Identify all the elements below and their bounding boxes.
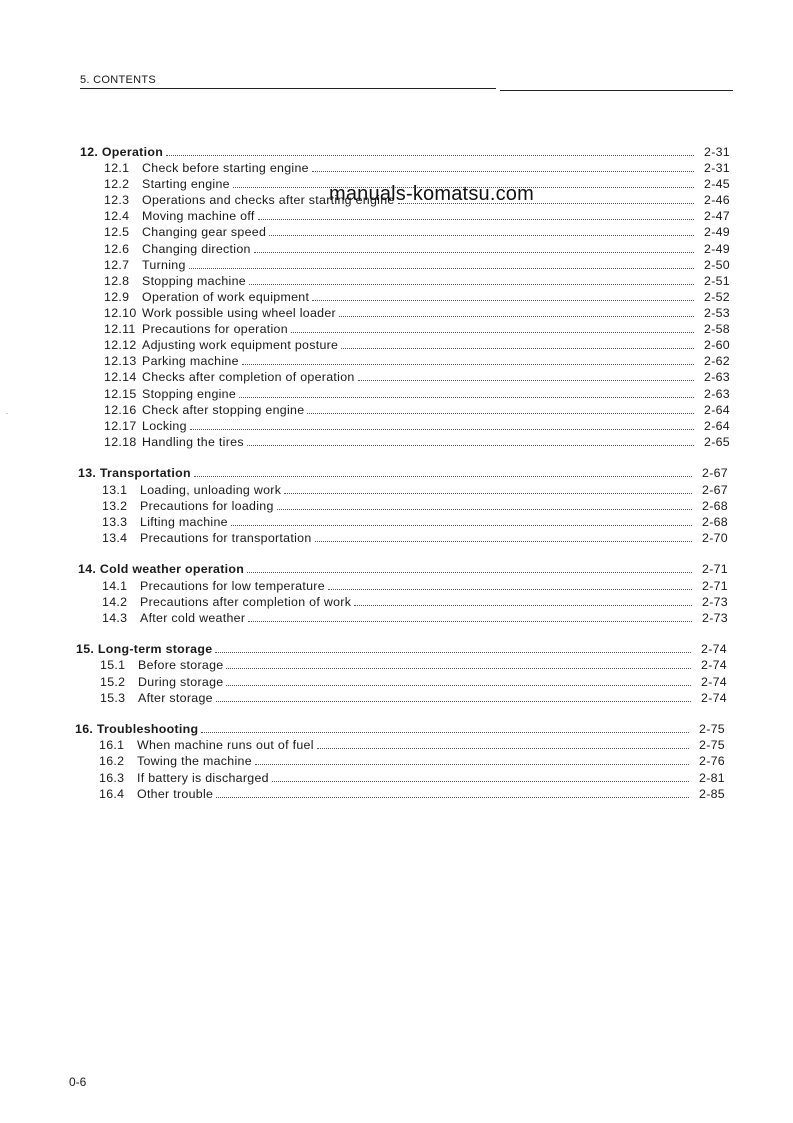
toc-page-number: 2-46 [704,193,730,207]
toc-entry-number: 16.3 [99,771,125,785]
toc-section-row [75,722,725,738]
dot-leader [272,772,689,782]
toc-entry-row [99,738,725,754]
header-title: 5. CONTENTS [80,74,157,86]
dot-leader [194,467,692,477]
toc-entry-row [104,242,730,258]
toc-page-number: 2-60 [704,338,730,352]
dot-leader [216,788,689,798]
dot-leader [328,580,692,590]
toc-entry-row [104,387,730,403]
toc-entry-title: Stopping engine [142,387,237,401]
toc-page-number: 2-64 [704,403,730,417]
toc-entry-row [104,435,730,451]
toc-page-number: 2-67 [702,483,728,497]
toc-entry-number: 16.4 [99,787,125,801]
toc-entry-number: 16.1 [99,738,125,752]
toc-entry-row [104,290,730,306]
toc-page-number: 2-53 [704,306,730,320]
watermark: manuals-komatsu.com [329,183,534,205]
toc-entry-number: 12.12 [104,338,137,352]
toc-entry-row [102,595,728,611]
toc-entry-number: 12.7 [104,258,130,272]
toc-entry-number: 13.4 [102,531,128,545]
toc-entry-title: Before storage [138,658,224,672]
toc-entry-number: 12.9 [104,290,130,304]
dot-leader [226,659,691,669]
toc-entry-title: Stopping machine [142,274,246,288]
toc-page-number: 2-58 [704,322,730,336]
toc-entry-row [104,306,730,322]
toc-page-number: 2-63 [704,387,730,401]
toc-entry-row [104,338,730,354]
toc-entry-number: 12.15 [104,387,137,401]
toc-entry-row [104,370,730,386]
toc-page-number: 2-51 [704,274,730,288]
dot-leader [249,275,694,285]
toc-entry-row [99,787,725,803]
toc-entry-number: 12.17 [104,419,137,433]
toc-entry-number: 12.18 [104,435,137,449]
toc-page-number: 2-50 [704,258,730,272]
dot-leader [277,500,692,510]
toc-entry-title: Precautions for operation [142,322,288,336]
toc-entry-title: Lifting machine [140,515,228,529]
dot-leader [291,323,694,333]
toc-section-title: 12. Operation [80,145,164,159]
toc-page-number: 2-49 [704,242,730,256]
toc-entry-title: Changing gear speed [142,225,267,239]
dot-leader [312,162,694,172]
toc-entry-title: Parking machine [142,354,239,368]
toc-entry-number: 12.1 [104,161,130,175]
toc-entry-title: Loading, unloading work [140,483,282,497]
dot-leader [354,596,692,606]
toc-entry-number: 12.10 [104,306,137,320]
toc-section-title: 16. Troubleshooting [75,722,199,736]
toc-entry-title: After cold weather [140,611,246,625]
toc-entry-title: Precautions after completion of work [140,595,352,609]
toc-section-row [78,562,728,578]
toc-entry-title: Precautions for transportation [140,531,312,545]
dot-leader [341,339,694,349]
toc-entry-row [100,658,727,674]
toc-page-number: 2-68 [702,515,728,529]
dot-leader [247,563,692,573]
toc-entry-title: Work possible using wheel loader [142,306,336,320]
toc-page-number: 2-52 [704,290,730,304]
toc-entry-title: Towing the machine [137,754,252,768]
toc-page-number: 2-85 [699,787,725,801]
dot-leader [312,291,694,301]
dot-leader [307,404,694,414]
toc-section-row [76,642,727,658]
toc-entry-number: 15.1 [100,658,126,672]
toc-entry-title: Adjusting work equipment posture [142,338,339,352]
toc-entry-row [104,258,730,274]
toc-page-number: 2-75 [699,722,725,736]
toc-page-number: 2-63 [704,370,730,384]
dot-leader [231,516,692,526]
toc-entry-number: 12.5 [104,225,130,239]
toc-entry-number: 12.11 [104,322,136,336]
toc-page-number: 2-49 [704,225,730,239]
dot-leader [254,243,694,253]
toc-entry-title: Other trouble [137,787,214,801]
toc-entry-number: 13.2 [102,499,128,513]
toc-entry-title: Moving machine off [142,209,255,223]
toc-entry-row [100,675,727,691]
toc-entry-row [104,354,730,370]
dot-leader [215,643,691,653]
dot-leader [258,210,694,220]
toc-entry-number: 12.3 [104,193,130,207]
toc-entry-row [99,754,725,770]
toc-section-title: 15. Long-term storage [76,642,213,656]
toc-entry-number: 14.2 [102,595,128,609]
header-rule-right [500,90,733,91]
toc-entry-title: If battery is discharged [137,771,269,785]
toc-entry-number: 12.8 [104,274,130,288]
toc-entry-row [104,274,730,290]
toc-entry-row [104,419,730,435]
toc-entry-number: 12.14 [104,370,137,384]
toc-entry-row [102,499,728,515]
dot-leader [201,723,689,733]
toc-entry-row [104,161,730,177]
dot-leader [247,436,694,446]
toc-section-title: 13. Transportation [78,466,191,480]
toc-page-number: 2-75 [699,738,725,752]
toc-page-number: 2-71 [702,579,728,593]
toc-page-number: 2-76 [699,754,725,768]
toc-entry-title: Turning [142,258,186,272]
dot-leader [339,307,694,317]
dot-leader [189,259,694,269]
toc-entry-title: Operation of work equipment [142,290,310,304]
toc-entry-number: 12.6 [104,242,130,256]
toc-entry-title: Locking [142,419,187,433]
toc-entry-title: Check after stopping engine [142,403,305,417]
toc-entry-row [99,771,725,787]
toc-entry-row [102,483,728,499]
toc-entry-number: 13.3 [102,515,128,529]
toc-entry-row [102,531,728,547]
toc-page-number: 2-81 [699,771,725,785]
toc-entry-row [104,403,730,419]
toc-entry-title: Precautions for loading [140,499,274,513]
toc-entry-number: 14.1 [102,579,128,593]
toc-page-number: 2-74 [701,691,727,705]
toc-entry-title: After storage [138,691,213,705]
toc-entry-row [104,322,730,338]
toc-entry-number: 12.13 [104,354,137,368]
dot-leader [315,532,692,542]
toc-page-number: 2-31 [704,145,730,159]
dot-leader [269,226,694,236]
toc-entry-title: When machine runs out of fuel [137,738,314,752]
toc-entry-title: Handling the tires [142,435,244,449]
toc-entry-title: Precautions for low temperature [140,579,325,593]
dot-leader [255,755,689,765]
toc-entry-row [102,611,728,627]
toc-page-number: 2-74 [701,675,727,689]
toc-page-number: 2-74 [701,658,727,672]
toc-section-row [80,145,730,161]
dot-leader [248,612,692,622]
toc-entry-row [104,209,730,225]
toc-page-number: 2-73 [702,611,728,625]
toc-page-number: 2-67 [702,466,728,480]
toc-entry-number: 13.1 [102,483,128,497]
toc-entry-number: 12.2 [104,177,130,191]
toc-entry-title: Changing direction [142,242,251,256]
dot-leader [317,739,689,749]
toc-page-number: 2-45 [704,177,730,191]
toc-page-number: 2-68 [702,499,728,513]
toc-section-title: 14. Cold weather operation [78,562,245,576]
toc-page-number: 2-47 [704,209,730,223]
toc-entry-row [102,579,728,595]
toc-entry-row [104,225,730,241]
toc-entry-title: Checks after completion of operation [142,370,355,384]
toc-entry-number: 12.4 [104,209,130,223]
toc-page-number: 2-31 [704,161,730,175]
scan-mark: . [6,407,9,416]
toc-page-number: 2-64 [704,419,730,433]
toc-page-number: 2-73 [702,595,728,609]
toc-entry-title: During storage [138,675,224,689]
page-number: 0-6 [69,1075,87,1089]
dot-leader [358,371,694,381]
dot-leader [166,146,694,156]
toc-entry-title: Operations and checks after starting engine [142,193,395,207]
toc-entry-number: 15.2 [100,675,126,689]
toc-entry-row [100,691,727,707]
header-rule-left [80,88,496,89]
toc-page-number: 2-71 [702,562,728,576]
toc-entry-title: Check before starting engine [142,161,309,175]
toc-section-row [78,466,728,482]
toc-entry-number: 16.2 [99,754,125,768]
toc-page-number: 2-74 [701,642,727,656]
toc-page-number: 2-65 [704,435,730,449]
toc-entry-title: Starting engine [142,177,230,191]
dot-leader [239,388,694,398]
dot-leader [190,420,694,430]
toc-entry-number: 15.3 [100,691,126,705]
toc-page-number: 2-62 [704,354,730,368]
dot-leader [284,484,692,494]
dot-leader [216,692,691,702]
toc-entry-row [102,515,728,531]
dot-leader [242,355,694,365]
dot-leader [226,676,691,686]
toc-page-number: 2-70 [702,531,728,545]
toc-entry-number: 14.3 [102,611,128,625]
toc-entry-number: 12.16 [104,403,137,417]
